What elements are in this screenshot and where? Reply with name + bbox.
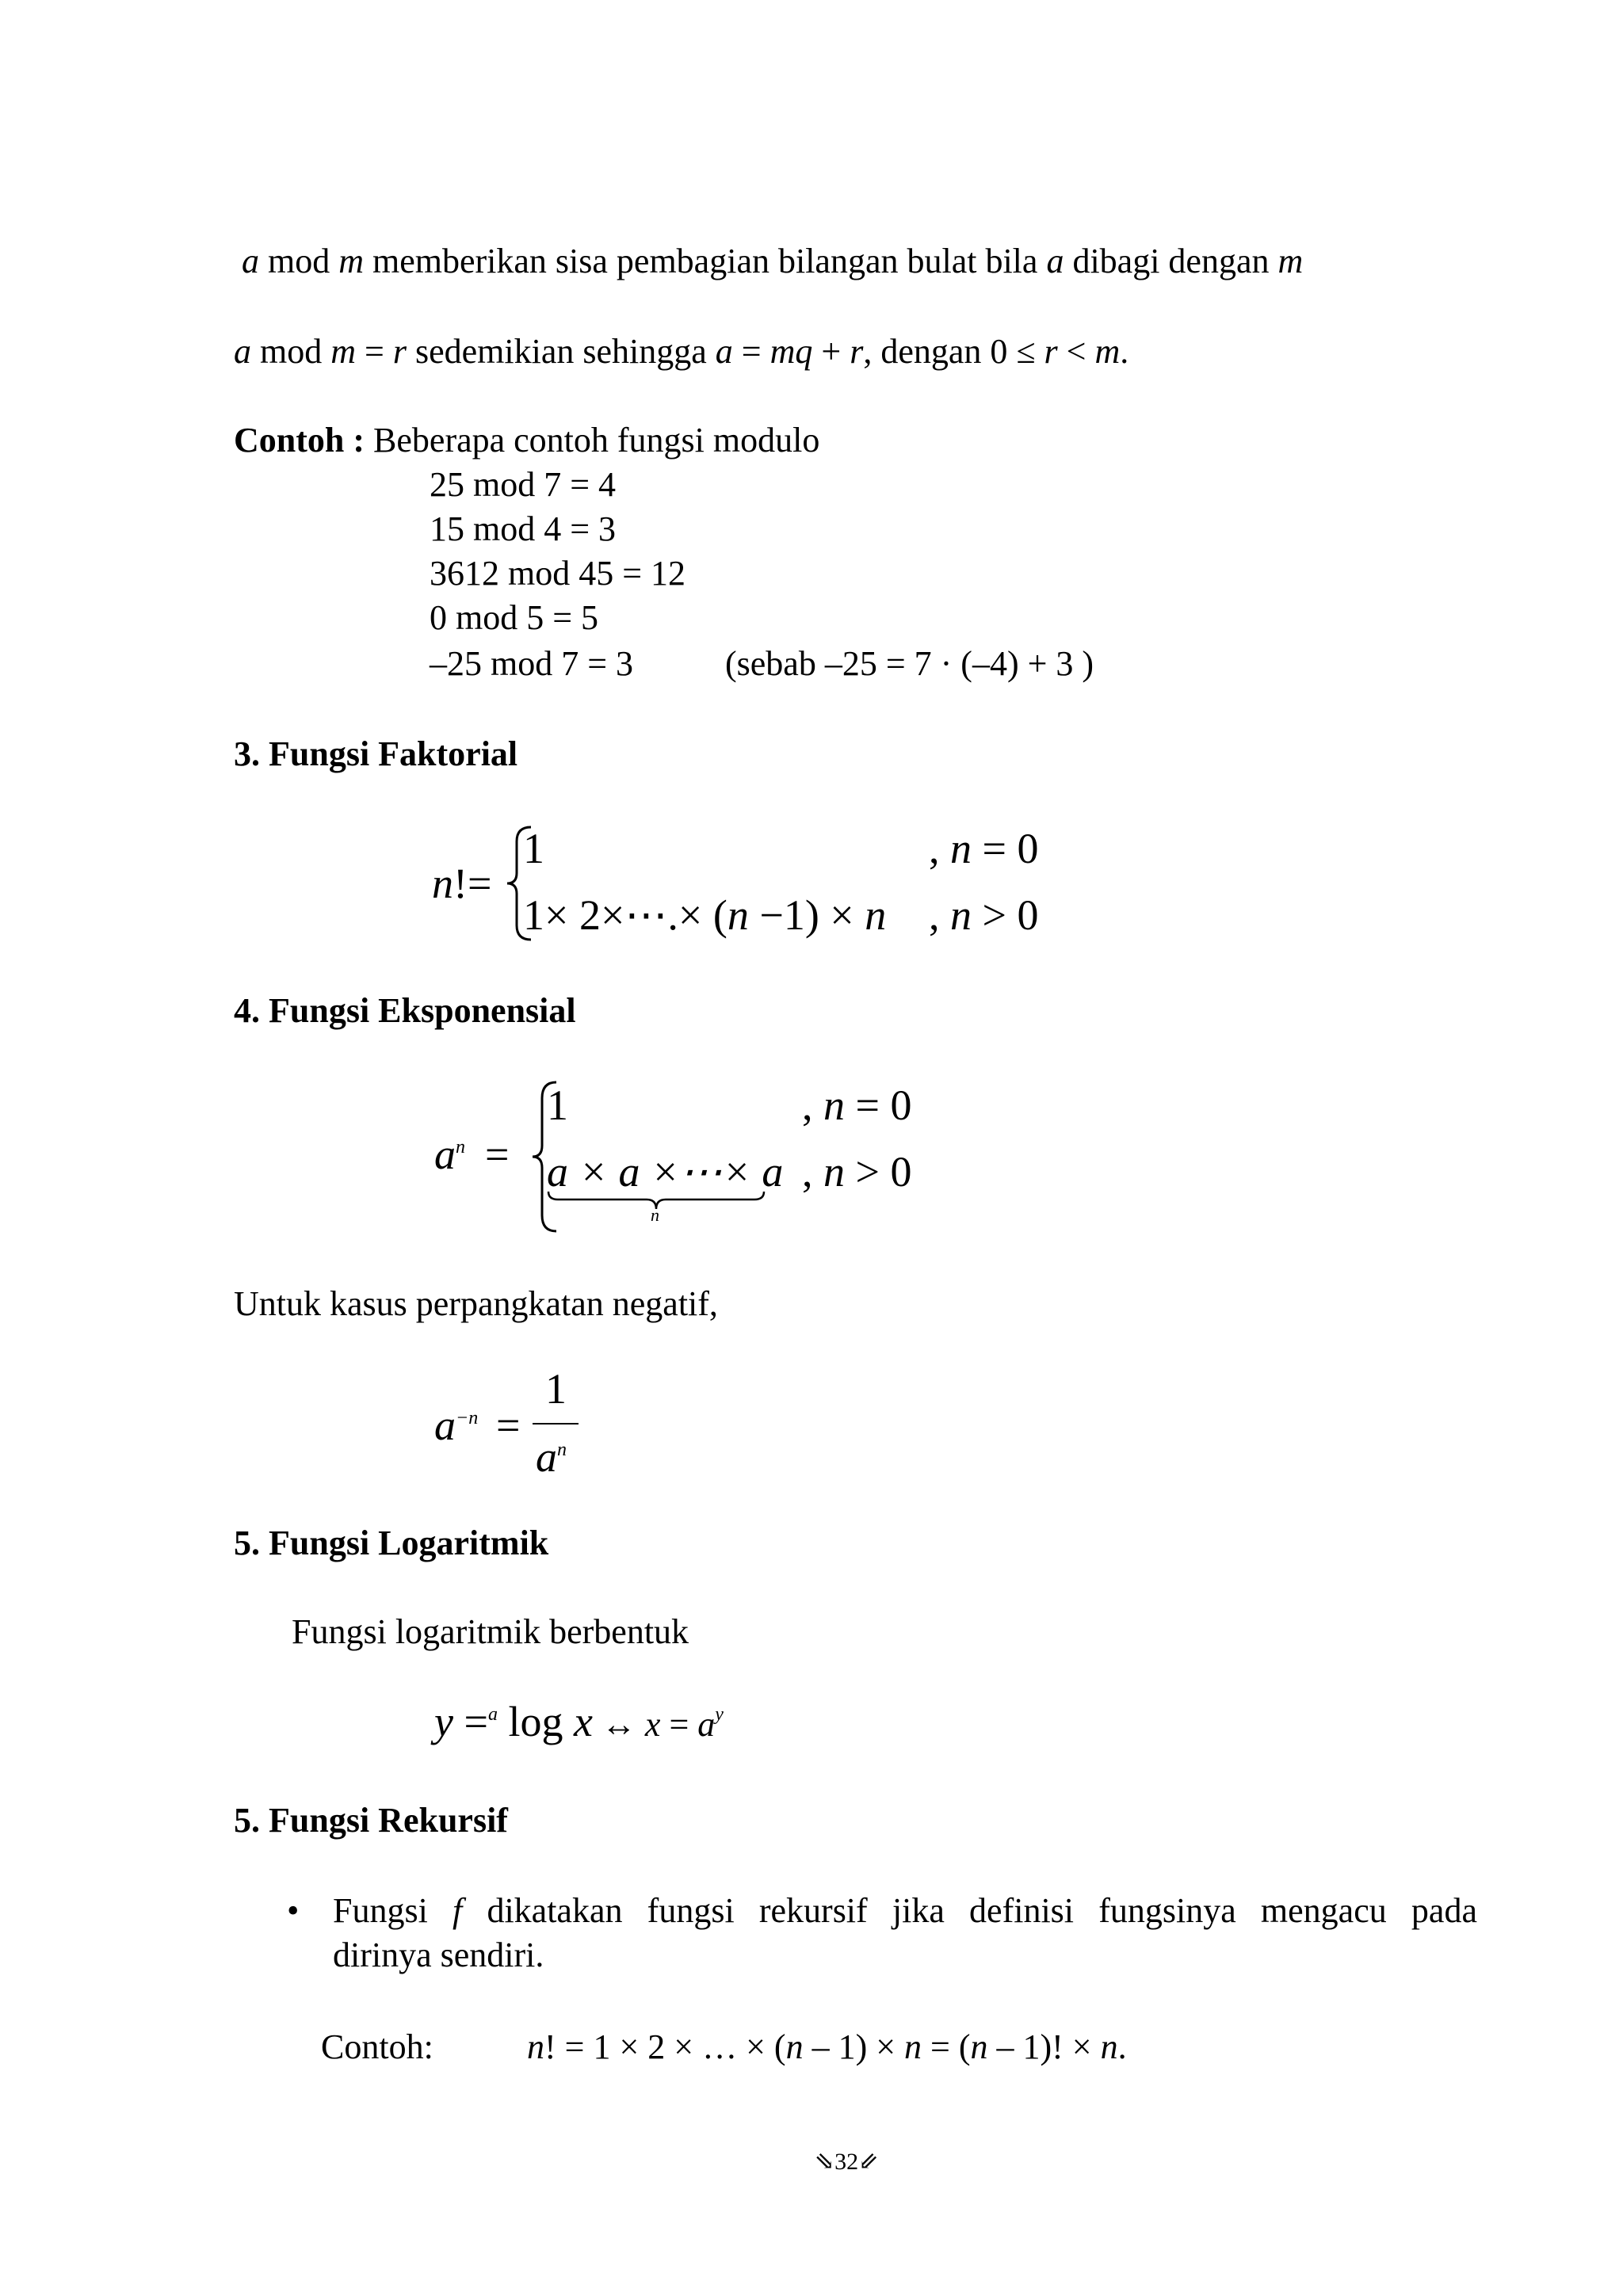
var-n: n — [727, 891, 749, 939]
eksponensial-lhs — [434, 1128, 465, 1182]
faktorial-cond2 — [929, 889, 1038, 943]
var-m: m — [1277, 242, 1304, 280]
contoh-text: Beberapa contoh fungsi modulo — [365, 421, 820, 460]
var-a: a — [715, 332, 733, 371]
faktorial-case2 — [523, 889, 886, 943]
arrow: ↔ — [592, 1705, 645, 1744]
var-x: x — [573, 1698, 593, 1745]
var-n: n — [823, 1081, 845, 1129]
negatif-text: Untuk kasus perpangkatan negatif, — [234, 1284, 718, 1323]
var-n: n — [432, 860, 453, 907]
text: != — [453, 860, 492, 907]
text: , — [802, 1081, 823, 1129]
eksponensial-case2: a × a ×⋯× a — [547, 1148, 784, 1196]
eksponensial-eq: = — [485, 1131, 510, 1178]
var-n: n — [950, 891, 972, 939]
bullet-text-line2: dirinya sendiri. — [333, 1936, 544, 1974]
var-n: n — [970, 2027, 988, 2066]
text: , — [802, 1148, 823, 1196]
eksponensial-cond1 — [802, 1079, 911, 1133]
bullet: • — [287, 1891, 300, 1930]
var-x: x — [644, 1705, 661, 1744]
var-r: r — [392, 332, 407, 371]
logaritmik-text: Fungsi logaritmik berbentuk — [292, 1612, 689, 1651]
sup-a: a — [487, 1704, 498, 1725]
text: , — [929, 825, 950, 872]
faktorial-case1: 1 — [523, 825, 544, 872]
var-a: a — [434, 1131, 456, 1178]
text: > 0 — [972, 891, 1039, 939]
text: mod — [251, 332, 331, 371]
underbrace-n: n — [651, 1205, 659, 1225]
example-5: –25 mod 7 = 3 — [430, 644, 634, 683]
text: , — [929, 891, 950, 939]
example-4: 0 mod 5 = 5 — [430, 598, 599, 637]
var-mq: mq — [769, 332, 813, 371]
rekursif-contoh-label: Contoh: — [321, 2027, 433, 2066]
var-n: n — [904, 2027, 922, 2066]
var-m: m — [1094, 332, 1121, 371]
negatif-lhs — [434, 1399, 478, 1453]
var-a: a — [536, 1433, 557, 1481]
var-a: a — [434, 1402, 456, 1449]
page-number: 32 — [834, 2149, 859, 2175]
text: sedemikian sehingga — [406, 332, 716, 371]
negatif-eq: = — [496, 1402, 521, 1449]
var-f: f — [453, 1891, 463, 1930]
bullet-text-line1 — [333, 1889, 1477, 1932]
var-a: a — [697, 1705, 716, 1744]
section-heading-faktorial: 3. Fungsi Faktorial — [234, 734, 518, 773]
text: = — [660, 1705, 698, 1744]
example-1: 25 mod 7 = 4 — [430, 465, 617, 504]
var-n: n — [823, 1148, 845, 1196]
var-m: m — [338, 242, 365, 280]
text: . — [1117, 2027, 1127, 2066]
var-y: y — [434, 1698, 453, 1745]
sup-n: n — [456, 1137, 465, 1158]
faktorial-cond1 — [929, 822, 1038, 876]
modulo-definition-line — [242, 239, 1303, 283]
var-n: n — [950, 825, 972, 872]
var-a: a — [242, 242, 259, 280]
text: = — [732, 332, 770, 371]
contoh-line — [234, 418, 819, 462]
section-heading-rekursif: 5. Fungsi Rekursif — [234, 1801, 508, 1840]
var-r: r — [850, 332, 864, 371]
eksponensial-cond2 — [802, 1146, 911, 1199]
sup-y: y — [715, 1704, 724, 1725]
text: dikatakan fungsi rekursif jika definisi fungsinya mengacu pada — [462, 1891, 1477, 1930]
eksponensial-case1: 1 — [547, 1081, 568, 1129]
text: mod — [259, 242, 339, 280]
fraction-numerator: 1 — [545, 1365, 567, 1413]
fraction-line — [533, 1423, 579, 1425]
text: = — [356, 332, 393, 371]
var-n: n — [1100, 2027, 1118, 2066]
var-n: n — [527, 2027, 544, 2066]
text: – 1)! × — [987, 2027, 1101, 2066]
text: . — [1120, 332, 1129, 371]
var-n: n — [865, 891, 887, 939]
sup-neg-n: −n — [456, 1408, 479, 1428]
var-n: n — [785, 2027, 804, 2066]
section-heading-logaritmik: 5. Fungsi Logaritmik — [234, 1524, 549, 1562]
text: = 0 — [845, 1081, 912, 1129]
text: Fungsi — [333, 1891, 453, 1930]
text: < — [1057, 332, 1095, 371]
text: > 0 — [845, 1148, 912, 1196]
text: = ( — [922, 2027, 971, 2066]
var-a: a — [234, 332, 251, 371]
text: – 1) × — [803, 2027, 905, 2066]
sup-n: n — [557, 1440, 567, 1460]
text: log — [497, 1698, 574, 1745]
text: 1× 2×⋯.× ( — [523, 891, 727, 939]
example-note: (sebab –25 = 7 · (–4) + 3 ) — [725, 644, 1094, 683]
fraction-denominator — [536, 1431, 567, 1485]
text: = — [453, 1698, 488, 1745]
example-3: 3612 mod 45 = 12 — [430, 554, 686, 593]
text: + — [812, 332, 850, 371]
logaritmik-formula — [434, 1695, 724, 1749]
left-ornament-icon: ⇘ — [815, 2149, 835, 2175]
page-footer — [815, 2147, 878, 2177]
var-m: m — [330, 332, 357, 371]
modulo-formula-line — [234, 330, 1128, 373]
faktorial-lhs — [432, 857, 491, 911]
var-a: a — [1046, 242, 1064, 280]
section-heading-eksponensial: 4. Fungsi Eksponensial — [234, 991, 576, 1030]
text: −1) × — [748, 891, 865, 939]
text: = 0 — [972, 825, 1039, 872]
text: ! = 1 × 2 × … × ( — [544, 2027, 786, 2066]
rekursif-contoh-formula — [527, 2025, 1127, 2069]
text: , dengan 0 ≤ — [863, 332, 1044, 371]
example-2: 15 mod 4 = 3 — [430, 509, 617, 548]
contoh-label: Contoh : — [234, 421, 365, 460]
text: memberikan sisa pembagian bilangan bulat bila — [364, 242, 1047, 280]
var-r: r — [1044, 332, 1058, 371]
text: dibagi dengan — [1064, 242, 1278, 280]
right-ornament-icon: ⇙ — [858, 2149, 879, 2175]
